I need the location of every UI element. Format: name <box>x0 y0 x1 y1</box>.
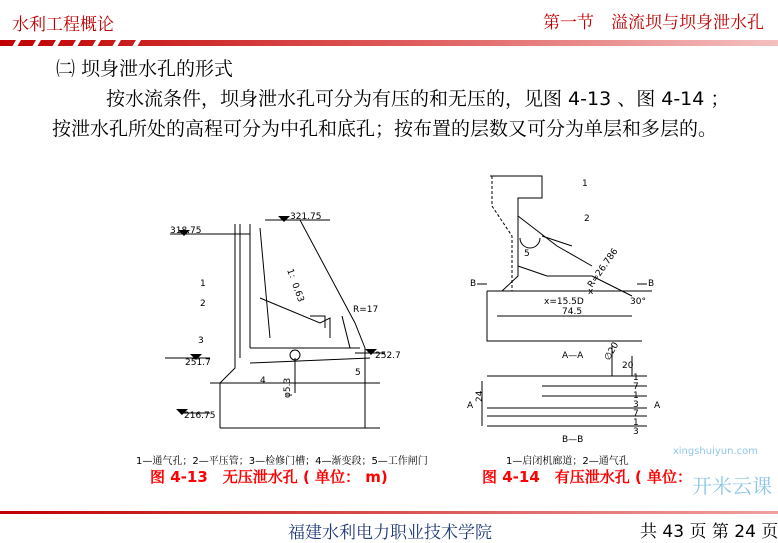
label-d20: ∅20 <box>602 340 622 363</box>
label-1: 1 <box>200 279 206 289</box>
dim-7a: 7 <box>633 382 639 392</box>
label-a-right: A <box>654 401 661 411</box>
footer-page-info: 共 43 页 第 24 页 <box>640 522 778 542</box>
figure-4-14-diagram <box>462 176 702 456</box>
label-section-aa: A—A <box>562 351 584 361</box>
figure-4-13-diagram <box>150 208 401 453</box>
elev-251-7: 251.7 <box>185 358 211 368</box>
watermark-logo: 开米云课 <box>692 474 772 498</box>
label-74-5: 74.5 <box>562 307 583 317</box>
label-x: x <box>588 287 594 297</box>
label-3: 3 <box>198 336 204 346</box>
label-20: 20 <box>622 361 634 371</box>
label-angle: 30° <box>630 297 646 307</box>
section-title: 第一节 溢流坝与坝身泄水孔 <box>543 13 764 33</box>
elev-321-75: 321.75 <box>290 212 322 222</box>
header-bar <box>0 33 778 49</box>
figure-4-14-caption: 图 4-14 有压泄水孔 ( 单位： <box>482 468 693 486</box>
label-b-left: B <box>470 279 477 289</box>
figure-4-13-legend: 1—通气孔；2—平压管；3—检修门槽；4—渐变段；5—工作闸门 <box>136 456 428 467</box>
watermark-url: xingshuiyun.com <box>672 446 758 457</box>
label-b-right: B <box>648 279 655 289</box>
body-paragraph: 按水流条件，坝身泄水孔可分为有压的和无压的，见图 4-13 、图 4-14 ；按泄水孔所处的高程可分为中孔和底孔；按布置的层数又可分为单层和多层的。 <box>52 88 730 140</box>
label-slope: 1：0.63 <box>284 267 306 304</box>
dim-3b: 3 <box>633 427 639 437</box>
label-radius: R=26.786 <box>586 246 621 290</box>
elev-216-75: 216.75 <box>184 411 216 421</box>
label-2: 2 <box>584 214 590 224</box>
elev-252-7: 252.7 <box>375 351 401 361</box>
label-5: 5 <box>355 368 361 378</box>
label-phi: φ5.3 <box>283 377 293 398</box>
label-5: 5 <box>524 249 530 259</box>
dim-1c: 1 <box>633 418 639 428</box>
dim-1b: 1 <box>633 391 639 401</box>
figure-4-13-caption: 图 4-13 无压泄水孔 ( 单位： m) <box>150 468 388 486</box>
label-1: 1 <box>582 179 588 189</box>
label-section-bb: B—B <box>562 435 584 445</box>
footer-school: 福建水利电力职业技术学院 <box>288 523 492 543</box>
label-r17: R=17 <box>353 305 379 315</box>
footer-bar <box>0 511 778 514</box>
label-2: 2 <box>200 299 206 309</box>
section-heading: ㈡ 坝身泄水孔的形式 <box>56 58 234 80</box>
label-a-left: A <box>467 401 474 411</box>
course-title: 水利工程概论 <box>12 15 114 35</box>
elev-318-75: 318.75 <box>170 226 202 236</box>
dim-3a: 3 <box>633 400 639 410</box>
label-24: 24 <box>475 390 485 402</box>
figure-4-14-legend: 1—启闭机廊道；2—通气孔 <box>506 456 629 467</box>
label-x-range: x=15.5D <box>544 297 584 307</box>
dim-7b: 7 <box>633 409 639 419</box>
dim-1a: 1 <box>633 373 639 383</box>
label-4: 4 <box>260 376 266 386</box>
